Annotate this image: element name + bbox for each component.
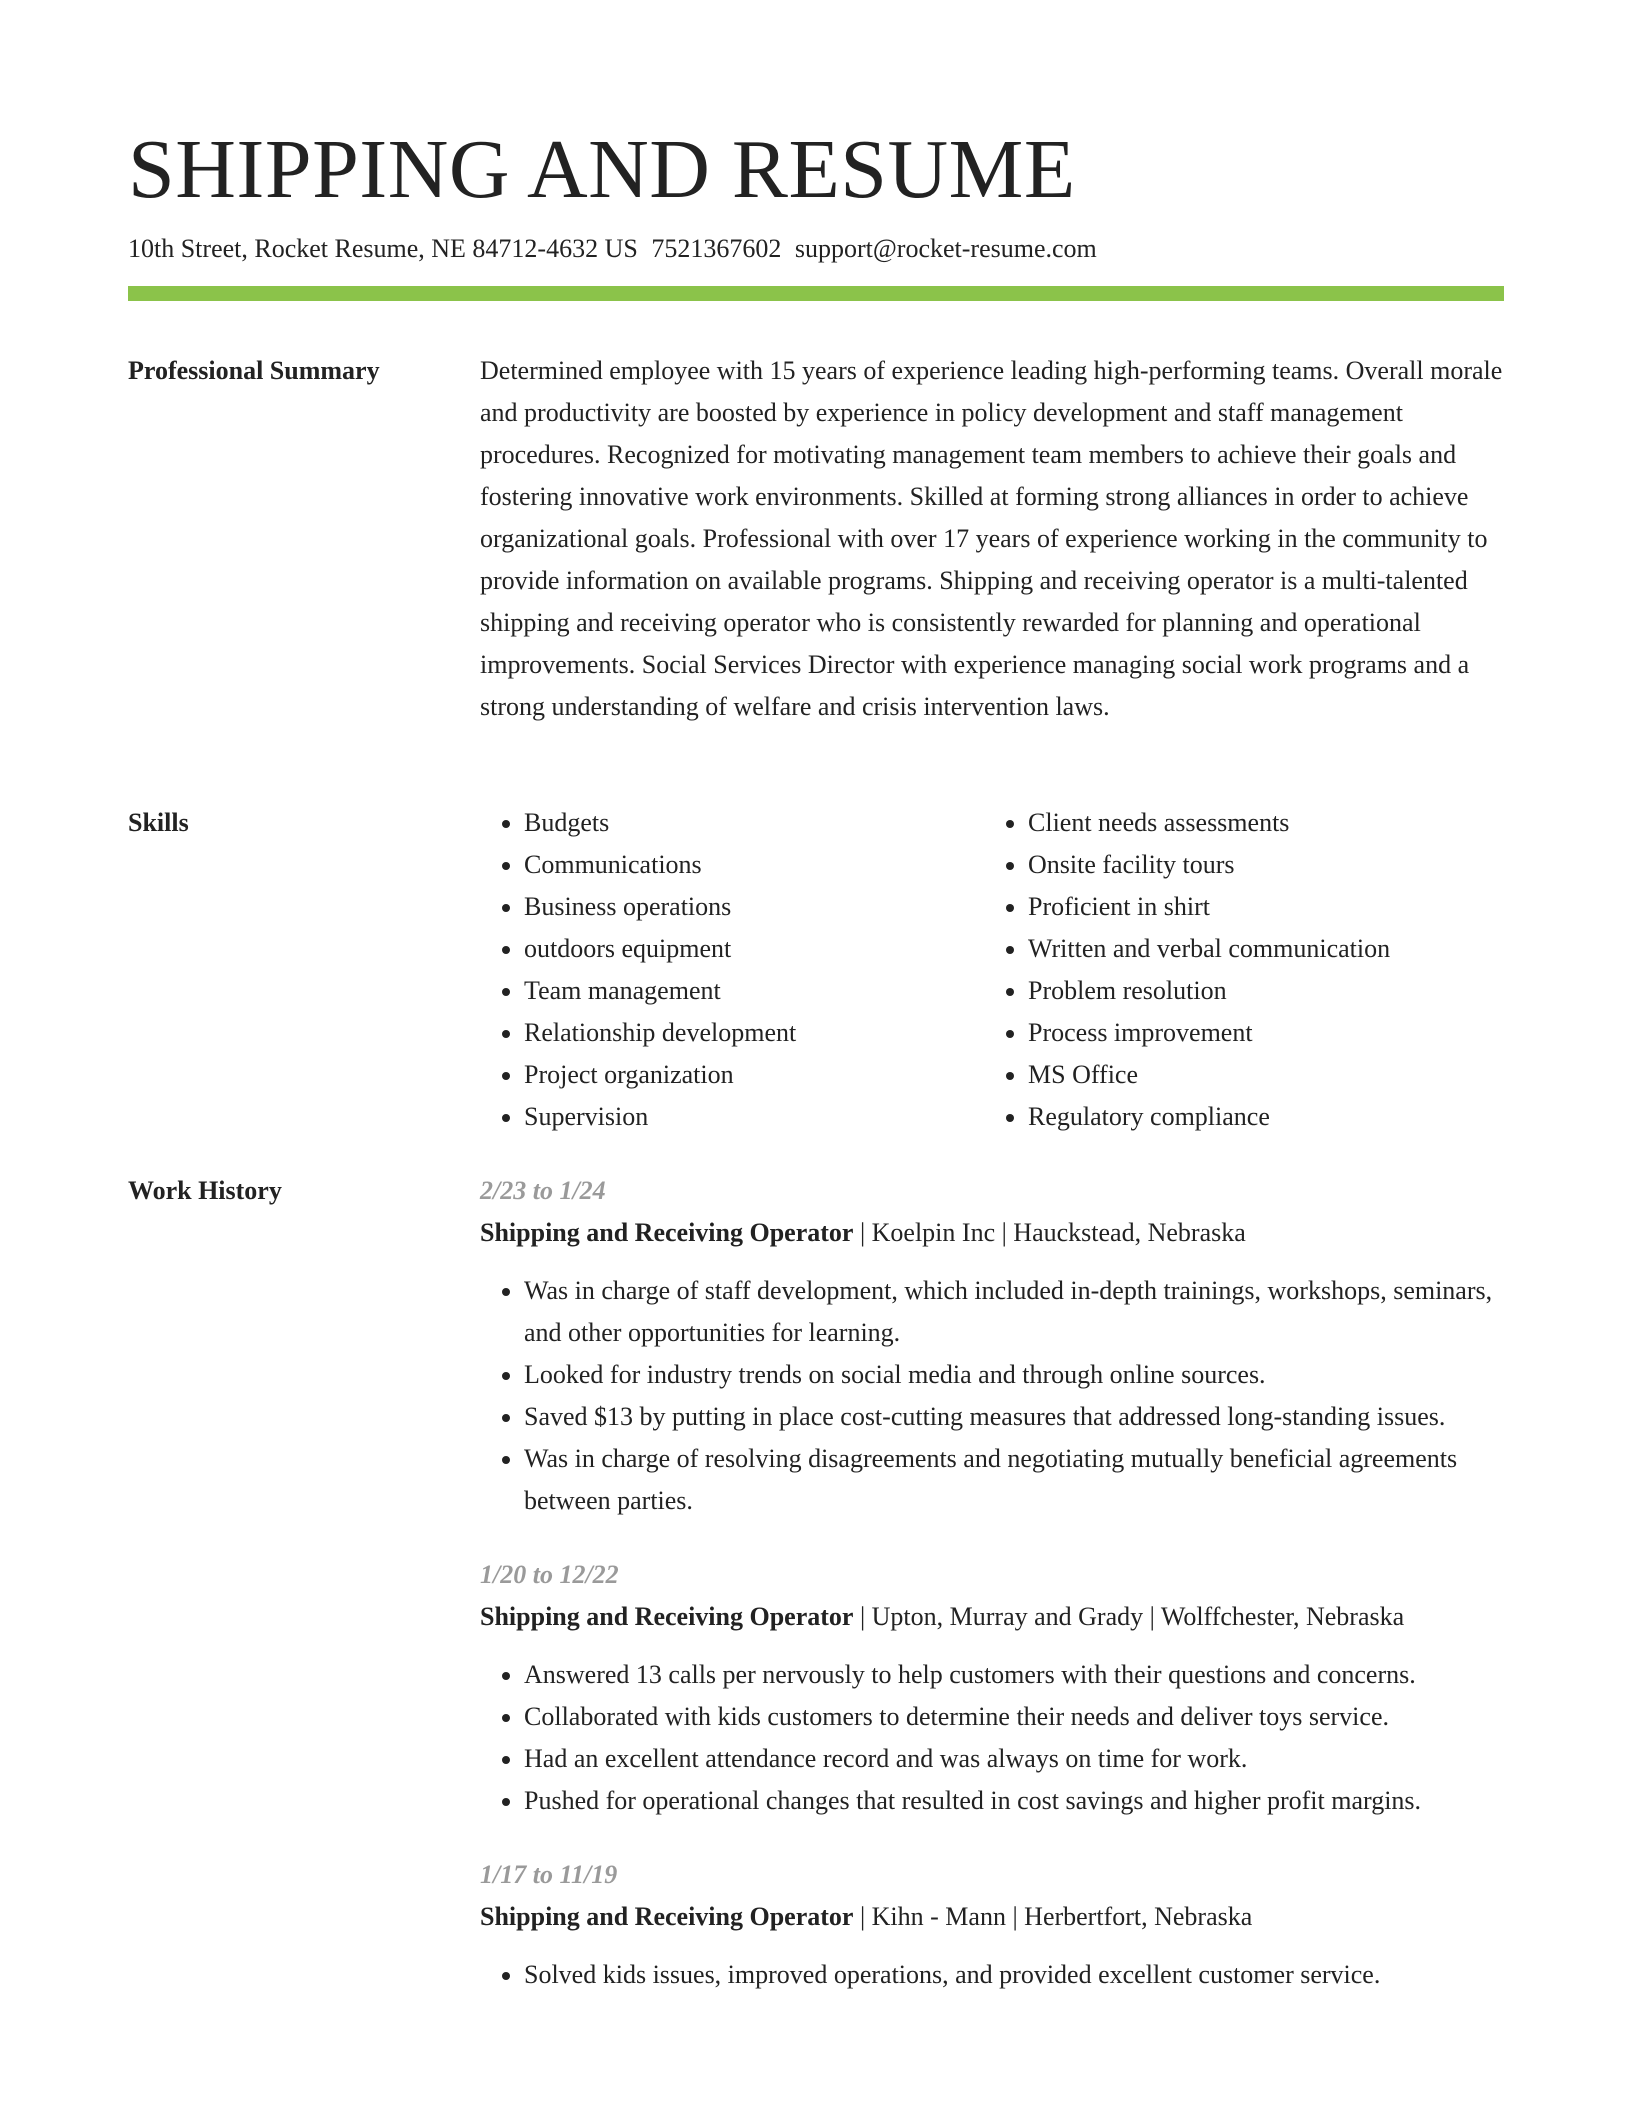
job-title: Shipping and Receiving Operator: [480, 1218, 854, 1247]
job-dates: 2/23 to 1/24: [480, 1176, 606, 1205]
job-bullet: • Saved $13 by putting in place cost-cutting measures that addressed long-standing issues.: [524, 1396, 1504, 1438]
job-bullet: • Looked for industry trends on social media and through online sources.: [524, 1354, 1504, 1396]
skill-item: • Supervision: [524, 1096, 984, 1138]
job-bullet: • Was in charge of staff development, which included in-depth trainings, workshops, seminars, and other opportunities for learning.: [524, 1270, 1504, 1354]
job-bullet: • Solved kids issues, improved operations, and provided excellent customer service.: [524, 1954, 1504, 1996]
work-history-body: [480, 1170, 1504, 2028]
contact-email: support@rocket-resume.com: [794, 234, 1097, 263]
skill-item: • Client needs assessments: [1028, 802, 1488, 844]
job-bullet: • Pushed for operational changes that resulted in cost savings and higher profit margins.: [524, 1780, 1504, 1822]
job-bullets: [480, 1654, 1504, 1822]
skill-item: • Regulatory compliance: [1028, 1096, 1488, 1138]
resume-name: SHIPPING AND RESUME: [128, 123, 1076, 216]
skills-heading: Skills: [128, 808, 189, 837]
job-details: | Upton, Murray and Grady | Wolffchester, Nebraska: [853, 1602, 1405, 1631]
job-bullet: • Was in charge of resolving disagreements and negotiating mutually beneficial agreements between parties.: [524, 1438, 1504, 1522]
skill-item: • Team management: [524, 970, 984, 1012]
skills-list-right: [984, 802, 1488, 1138]
job-bullet: • Collaborated with kids customers to determine their needs and deliver toys service.: [524, 1696, 1504, 1738]
skill-item: • Problem resolution: [1028, 970, 1488, 1012]
job-title: Shipping and Receiving Operator: [480, 1602, 854, 1631]
skills-body: [480, 802, 1504, 1138]
skill-item: • Written and verbal communication: [1028, 928, 1488, 970]
skill-item: • Process improvement: [1028, 1012, 1488, 1054]
job-details: | Kihn - Mann | Herbertfort, Nebraska: [853, 1902, 1253, 1931]
job-details: | Koelpin Inc | Hauckstead, Nebraska: [853, 1218, 1246, 1247]
contact-address: 10th Street, Rocket Resume, NE 84712-4632 US: [128, 234, 638, 263]
skill-item: • Onsite facility tours: [1028, 844, 1488, 886]
job-bullet: • Had an excellent attendance record and was always on time for work.: [524, 1738, 1504, 1780]
contact-line: [128, 230, 1097, 268]
summary-body: [480, 350, 1504, 728]
job-dates: 1/20 to 12/22: [480, 1560, 619, 1589]
summary-text: Determined employee with 15 years of experience leading high-performing teams. Overall morale and productivity are boosted by experience in policy development and staff management procedures. Recognized for motivating management team members to achieve their goals and fostering innovative work environments. Skilled at forming strong alliances in order to achieve organizational goals. Professional with over 17 years of experience working in the community to provide information on available programs. Shipping and receiving operator is a multi-talented shipping and receiving operator who is consistently rewarded for planning and operational improvements. Social Services Director with experience managing social work programs and a strong understanding of welfare and crisis intervention laws.: [480, 356, 1503, 721]
skill-item: • outdoors equipment: [524, 928, 984, 970]
job-heading: [480, 1212, 1504, 1254]
job-dates: 1/17 to 11/19: [480, 1860, 618, 1889]
job-bullets: [480, 1270, 1504, 1522]
skill-item: • Proficient in shirt: [1028, 886, 1488, 928]
skill-item: • Budgets: [524, 802, 984, 844]
job-title: Shipping and Receiving Operator: [480, 1902, 854, 1931]
contact-phone: 7521367602: [651, 234, 782, 263]
job-entry: [480, 1554, 1504, 1822]
skill-item: • Business operations: [524, 886, 984, 928]
skills-list-left: [480, 802, 984, 1138]
job-heading: [480, 1596, 1504, 1638]
job-bullets: [480, 1954, 1504, 1996]
job-bullet: • Answered 13 calls per nervously to help customers with their questions and concerns.: [524, 1654, 1504, 1696]
skill-item: • Communications: [524, 844, 984, 886]
skill-item: • Relationship development: [524, 1012, 984, 1054]
header-divider: [128, 286, 1504, 301]
skill-item: • MS Office: [1028, 1054, 1488, 1096]
work-history-heading: Work History: [128, 1176, 282, 1205]
skill-item: • Project organization: [524, 1054, 984, 1096]
summary-heading: Professional Summary: [128, 356, 380, 385]
job-heading: [480, 1896, 1504, 1938]
job-entry: [480, 1854, 1504, 1996]
job-entry: [480, 1170, 1504, 1522]
